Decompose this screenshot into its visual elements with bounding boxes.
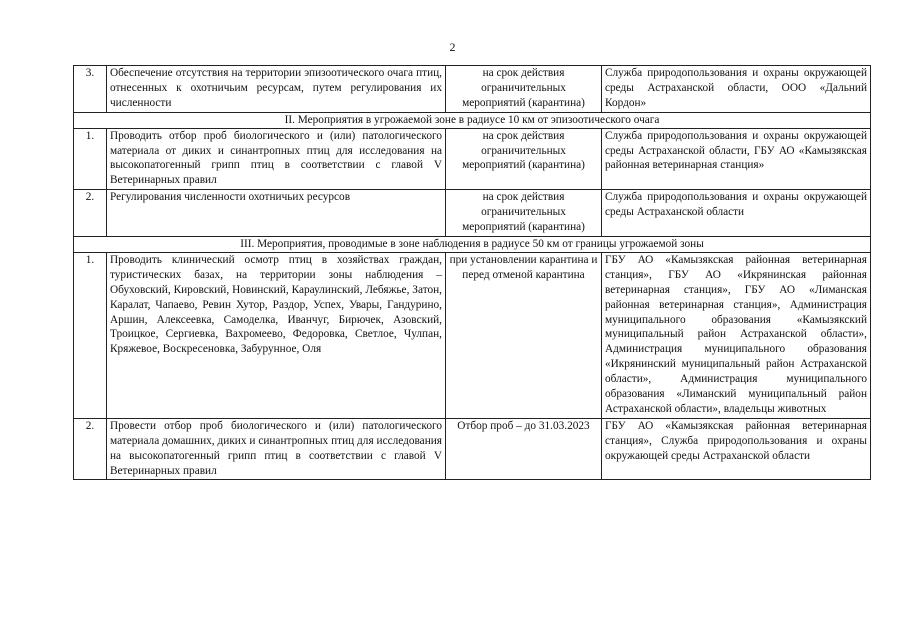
measure-description: Обеспечение отсутствия на территории эпизоотического очага птиц, отнесенных к охотничьим ресурсам, путем регулирования их численности [107, 66, 446, 113]
measure-term: на срок действия ограничительных мероприятий (карантина) [446, 190, 602, 237]
measure-description: Проводить клинический осмотр птиц в хозяйствах граждан, туристических базах, на территории зоны наблюдения – Обуховский, Кировский, Новинский, Караулинский, Лебяжье, Затон, Каралат, Чапаево, Ревин Хутор, Раздор, Успех, Увары, Гандурино, Аршин, Алексеевка, Самоделка, Иванчуг, Бирючек, Азовский, Троицкое, Сергиевка, Вахромеево, Федоровка, Светлое, Чулпан, Кряжевое, Воскресеновка, Забурунное, Оля [107, 252, 446, 418]
section-header-row [74, 112, 871, 128]
measure-responsible: Служба природопользования и охраны окружающей среды Астраханской области, ГБУ АО «Камызякская районная ветеринарная станция» [602, 128, 871, 190]
measure-term: при установлении карантина и перед отменой карантина [446, 252, 602, 418]
measure-term: на срок действия ограничительных мероприятий (карантина) [446, 128, 602, 190]
measure-description: Проводить отбор проб биологического и (или) патологического материала от диких и синантропных птиц для исследования на высокопатогенный грипп птиц в соответствии с главой V Ветеринарных правил [107, 128, 446, 190]
row-number: 1. [74, 252, 107, 418]
measure-description: Провести отбор проб биологического и (или) патологического материала домашних, диких и синантропных птиц для исследования на высокопатогенный грипп птиц в соответствии с главой V Ветеринарных правил [107, 418, 446, 480]
measure-term: на срок действия ограничительных мероприятий (карантина) [446, 66, 602, 113]
row-number: 2. [74, 190, 107, 237]
section-title: II. Мероприятия в угрожаемой зоне в радиусе 10 км от эпизоотического очага [74, 112, 871, 128]
table-row [74, 128, 871, 190]
page-number: 2 [449, 40, 456, 54]
measure-responsible: Служба природопользования и охраны окружающей среды Астраханской области, ООО «Дальний Кордон» [602, 66, 871, 113]
measure-responsible: Служба природопользования и охраны окружающей среды Астраханской области [602, 190, 871, 237]
table-row [74, 66, 871, 113]
row-number: 2. [74, 418, 107, 480]
table-row [74, 190, 871, 237]
measure-description: Регулирования численности охотничьих ресурсов [107, 190, 446, 237]
measure-responsible: ГБУ АО «Камызякская районная ветеринарная станция», ГБУ АО «Икрянинская районная ветеринарная станция», ГБУ АО «Лиманская районная ветеринарная станция», Администрация муниципального образования «Камызякский муниципальный район Астраханской области», Администрация муниципального образования «Икрянинский муниципальный район Астраханской области», Администрация муниципального образования «Лиманский муниципальный район Астраханской области», владельцы животных [602, 252, 871, 418]
section-title: III. Мероприятия, проводимые в зоне наблюдения в радиусе 50 км от границы угрожаемой зоны [74, 236, 871, 252]
table-row [74, 252, 871, 418]
measures-table [73, 65, 871, 480]
table-row [74, 418, 871, 480]
row-number: 1. [74, 128, 107, 190]
measure-responsible: ГБУ АО «Камызякская районная ветеринарная станция», Служба природопользования и охраны окружающей среды Астраханской области [602, 418, 871, 480]
row-number: 3. [74, 66, 107, 113]
section-header-row [74, 236, 871, 252]
measure-term: Отбор проб – до 31.03.2023 [446, 418, 602, 480]
